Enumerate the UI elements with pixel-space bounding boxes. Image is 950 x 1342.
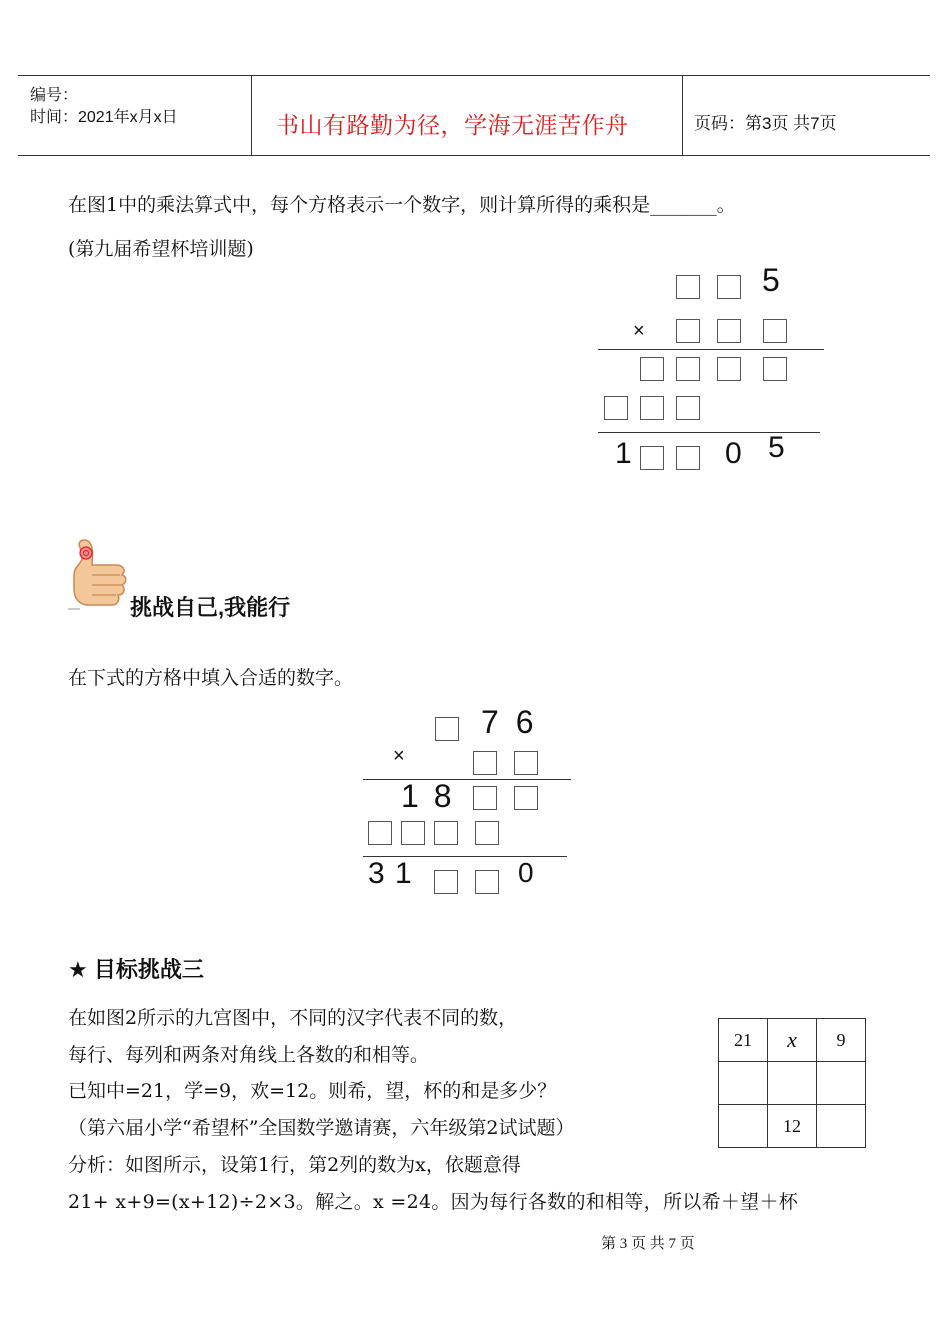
grid-cell: 12 [768, 1105, 817, 1148]
digit-box [717, 275, 741, 299]
challenge-title: 挑战自己,我能行 [130, 595, 291, 620]
figure1-rule-bottom [598, 432, 820, 433]
header-divider-right [682, 75, 683, 156]
digit-box [763, 319, 787, 343]
digit-box [676, 319, 700, 343]
goal3-line: 在如图2所示的九宫图中，不同的汉字代表不同的数， [68, 1007, 518, 1029]
header-page-label: 页码：第3页 共7页 [694, 114, 837, 133]
goal3-line: 已知中=21，学=9，欢=12。则希，望，杯的和是多少？ [68, 1080, 557, 1102]
digit-box [473, 751, 497, 775]
grid-cell: 9 [817, 1019, 866, 1062]
goal3-line: 21+ x+9=(x+12)÷2×3。解之。x =24。因为每行各数的和相等，所以希＋望＋杯 [68, 1191, 799, 1213]
digit-box [717, 319, 741, 343]
result-digit-five: 5 [768, 431, 785, 464]
goal3-line: 每行、每列和两条对角线上各数的和相等。 [68, 1044, 430, 1066]
grid-cell [817, 1105, 866, 1148]
goal3-line: （第六届小学“希望杯”全国数学邀请赛，六年级第2试试题） [68, 1117, 575, 1139]
result-digit-zero: 0 [725, 437, 742, 470]
grid-cell: x [768, 1019, 817, 1062]
header-motto: 书山有路勤为径，学海无涯苦作舟 [276, 112, 629, 138]
figure2-rule-top [363, 779, 571, 780]
digit-box [368, 821, 392, 845]
digit-box [475, 870, 499, 894]
times-sign: × [633, 320, 645, 342]
digit-box [475, 821, 499, 845]
digit-box [401, 821, 425, 845]
header-divider-left [251, 75, 252, 156]
digit-five: 5 [762, 262, 780, 298]
header-bottom-rule [18, 155, 930, 156]
figure1-rule-top [598, 349, 824, 350]
digit-box [763, 357, 787, 381]
grid-cell [719, 1062, 768, 1105]
digit-box [676, 446, 700, 470]
result-digit-zero: 0 [518, 857, 534, 888]
digit-box [676, 275, 700, 299]
partial-product-digits: 1 8 [401, 778, 452, 814]
digit-box [514, 786, 538, 810]
digit-box [717, 357, 741, 381]
header-top-rule [18, 75, 930, 76]
problem1-source: (第九届希望杯培训题) [68, 238, 254, 260]
document-time-label: 时间：2021年x月x日 [30, 109, 178, 126]
digit-box [435, 717, 459, 741]
goal3-title: ★ 目标挑战三 [68, 957, 204, 982]
problem1-text: 在图1中的乘法算式中，每个方格表示一个数字，则计算所得的乘积是_______。 [68, 194, 736, 216]
digit-box [604, 396, 628, 420]
result-digits: 3 1 [368, 857, 412, 890]
digit-box [434, 821, 458, 845]
challenge-text: 在下式的方格中填入合适的数字。 [68, 667, 354, 689]
digit-box [434, 870, 458, 894]
result-digit-one: 1 [615, 437, 632, 470]
digit-box [676, 357, 700, 381]
grid-cell: 21 [719, 1019, 768, 1062]
magic-square-grid [718, 1018, 866, 1148]
digit-box [640, 446, 664, 470]
digit-box [640, 396, 664, 420]
grid-cell [719, 1105, 768, 1148]
grid-cell [817, 1062, 866, 1105]
document-number-label: 编号： [30, 87, 79, 104]
digit-box [676, 396, 700, 420]
thumbs-up-icon [66, 537, 130, 613]
digit-box [473, 786, 497, 810]
footer-page-number: 第 3 页 共 7 页 [601, 1236, 695, 1252]
digit-box [514, 751, 538, 775]
times-sign: × [393, 745, 405, 767]
multiplicand-digits: 7 6 [481, 704, 534, 740]
grid-cell [768, 1062, 817, 1105]
goal3-line: 分析：如图所示，设第1行，第2列的数为x，依题意得 [68, 1154, 521, 1176]
digit-box [640, 357, 664, 381]
